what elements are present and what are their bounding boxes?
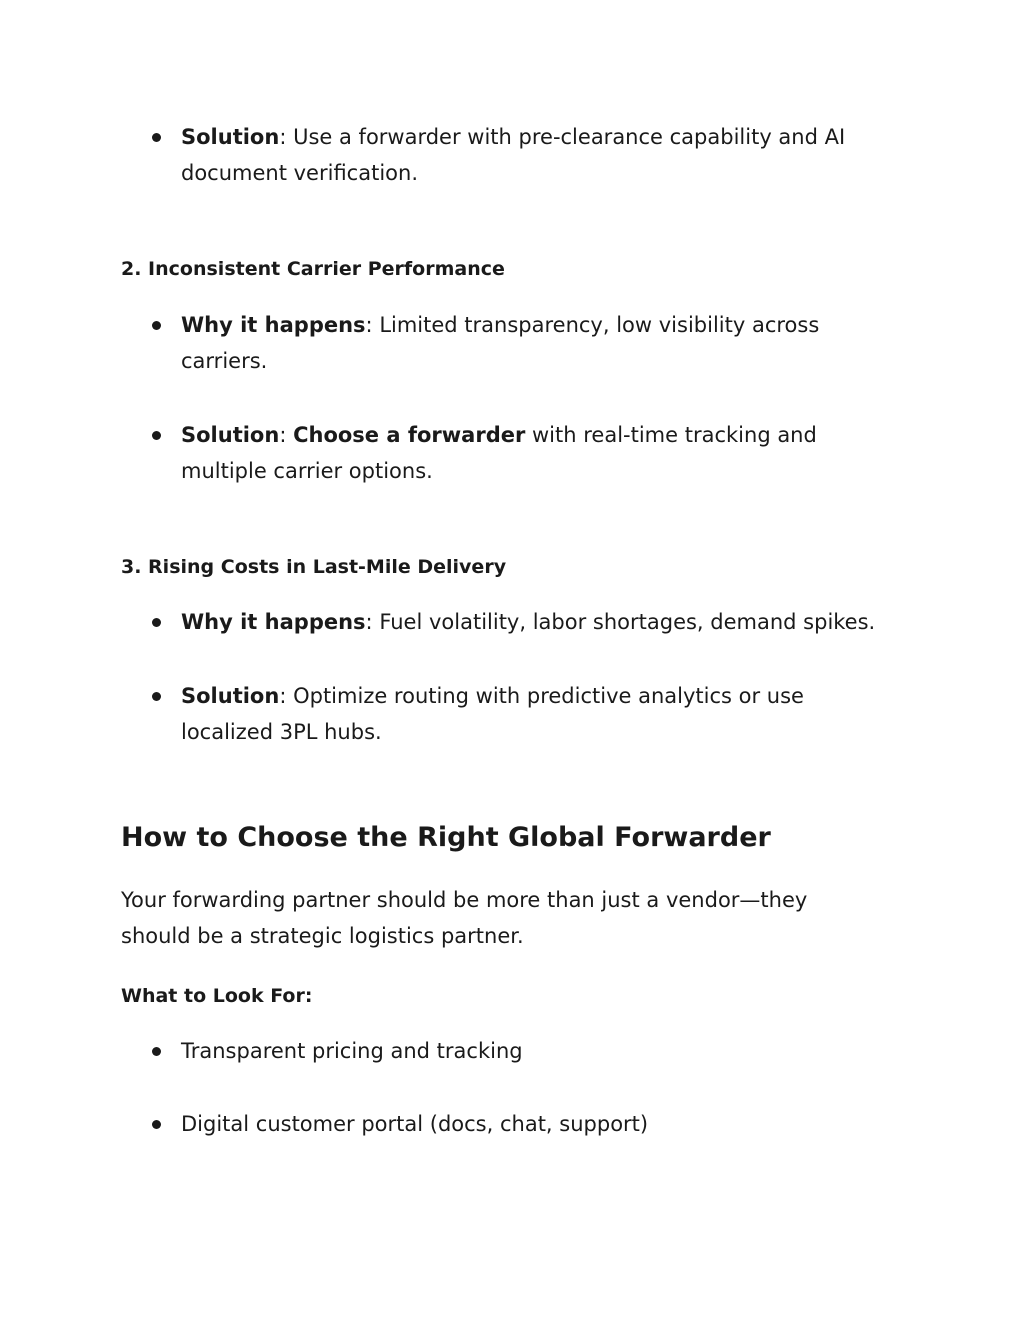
- bullet-label: Why it happens: [181, 313, 366, 337]
- why-bullet-section2: [152, 307, 892, 379]
- bullet-body: Optimize routing with predictive analytics or use localized 3PL hubs.: [181, 684, 804, 744]
- bullet-icon: [152, 618, 161, 627]
- why-bullet-section3: [152, 604, 892, 640]
- bullet-label: Solution: [181, 125, 280, 149]
- bullet-body: with real-time tracking and multiple carrier options.: [181, 423, 817, 483]
- bullet-icon: [152, 692, 161, 701]
- bullet-body: Transparent pricing and tracking: [181, 1039, 523, 1063]
- bullet-icon: [152, 1120, 161, 1129]
- section-3-title: 3. Rising Costs in Last-Mile Delivery: [121, 556, 507, 578]
- label-separator: :: [365, 313, 380, 337]
- intro-paragraph: Your forwarding partner should be more than just a vendor—they should be a strategic logistics partner.: [121, 888, 808, 948]
- bullet-icon: [152, 431, 161, 440]
- bullet-body: Use a forwarder with pre-clearance capability and AI document verification.: [181, 125, 846, 185]
- label-separator: :: [279, 684, 294, 708]
- bullet-icon: [152, 321, 161, 330]
- bullet-label: Why it happens: [181, 610, 366, 634]
- bullet-label: Solution: [181, 684, 280, 708]
- emphasized-text: Choose a forwarder: [293, 423, 526, 447]
- bullet-body: Digital customer portal (docs, chat, support): [181, 1112, 649, 1136]
- bullet-label: Solution: [181, 423, 280, 447]
- solution-bullet-section1: [152, 119, 892, 191]
- bullet-icon: [152, 133, 161, 142]
- look-for-item: [152, 1106, 892, 1142]
- solution-bullet-section3: [152, 678, 892, 750]
- solution-bullet-section2: [152, 417, 892, 489]
- bullet-text: [181, 119, 892, 191]
- look-for-title: What to Look For:: [121, 985, 313, 1007]
- bullet-body: Fuel volatility, labor shortages, demand spikes.: [379, 610, 876, 634]
- bullet-icon: [152, 1047, 161, 1056]
- look-for-item: [152, 1033, 892, 1069]
- section-heading: How to Choose the Right Global Forwarder: [121, 822, 771, 853]
- label-separator: :: [279, 423, 294, 447]
- label-separator: :: [365, 610, 380, 634]
- bullet-body: Limited transparency, low visibility across carriers.: [181, 313, 820, 373]
- bullet-text: [181, 307, 892, 379]
- bullet-text: [181, 417, 892, 489]
- label-separator: :: [279, 125, 294, 149]
- section-2-title: 2. Inconsistent Carrier Performance: [121, 258, 505, 280]
- bullet-text: [181, 678, 892, 750]
- bullet-text: [181, 604, 892, 640]
